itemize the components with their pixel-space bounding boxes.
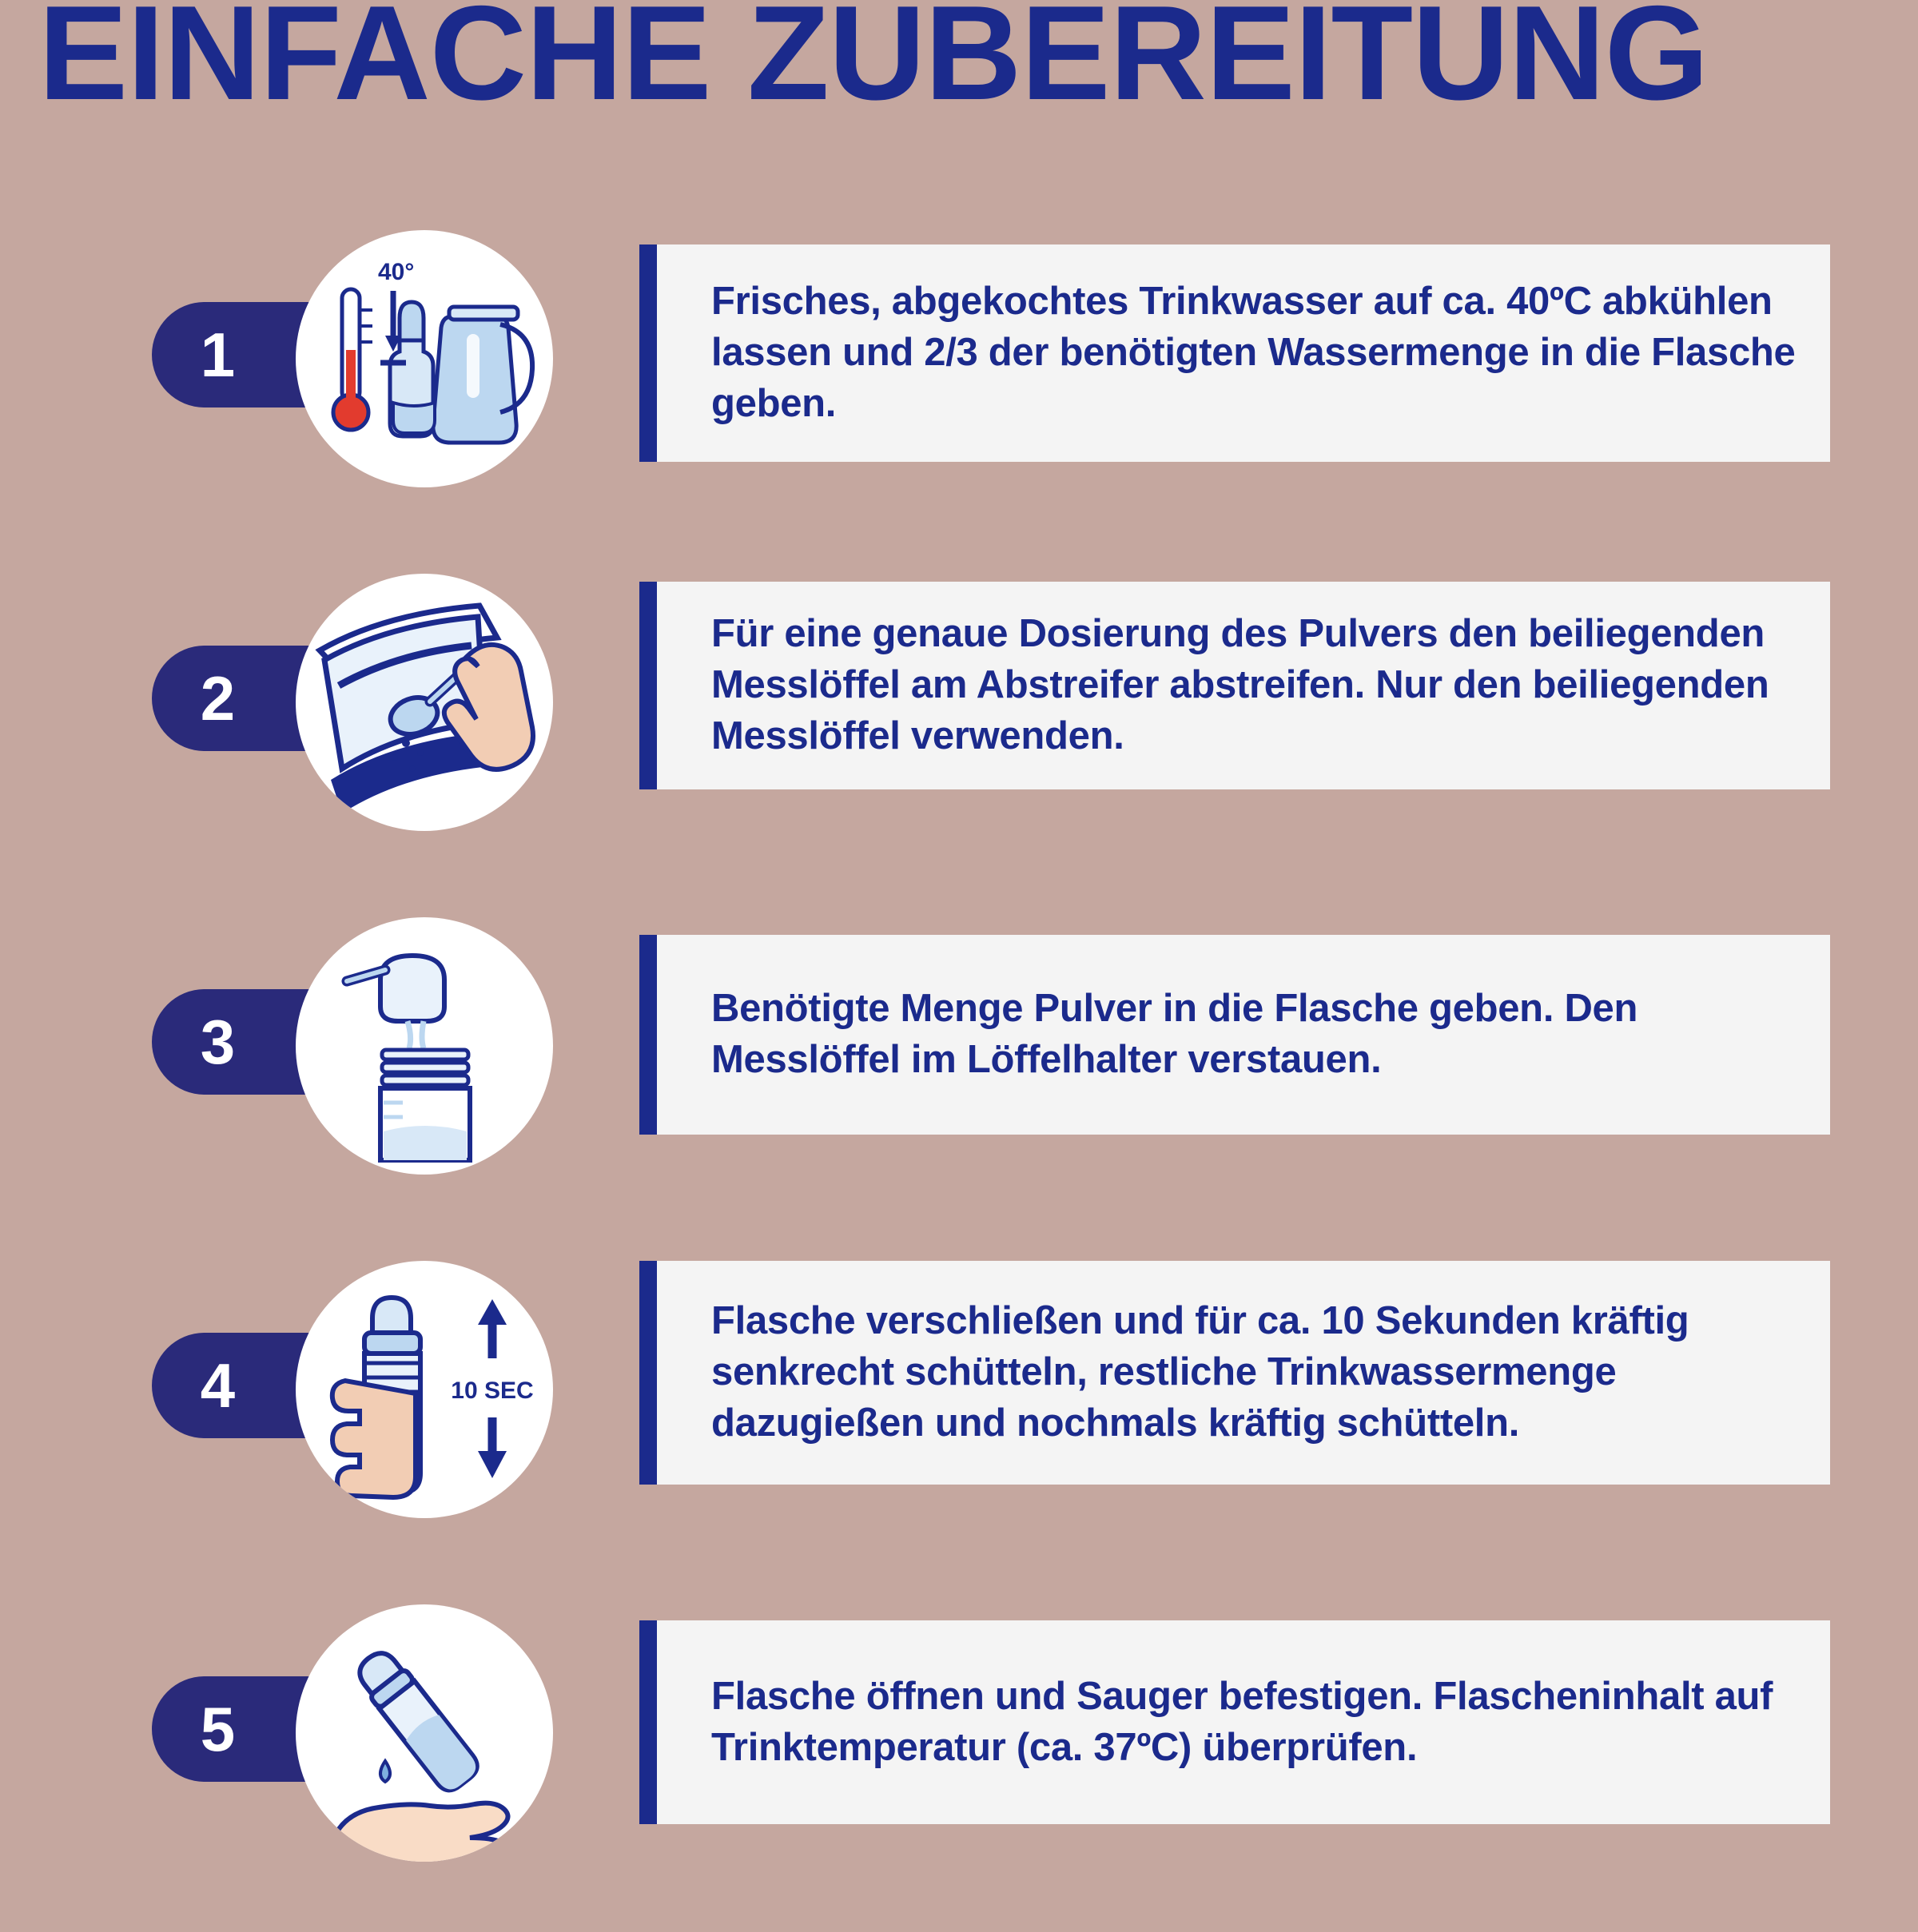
thermometer-kettle-bottle-icon	[296, 230, 553, 487]
hand-shaking-bottle-icon	[296, 1261, 553, 1518]
svg-text:40°: 40°	[378, 259, 415, 285]
step-number-badge: 1	[152, 302, 360, 407]
list-item	[0, 1588, 1918, 1932]
step-text: Flasche verschließen und für ca. 10 Sekunden kräftig senkrecht schütteln, restliche Trinkwassermenge dazugießen und nochmals kräftig schütteln.	[711, 1299, 1689, 1445]
page-title: EINFACHE ZUBEREITUNG	[38, 0, 1709, 128]
step-text-card	[639, 1261, 1830, 1485]
list-item	[0, 214, 1918, 558]
step-number-badge: 2	[152, 646, 360, 751]
scoop-pouring-into-bottle-icon	[296, 917, 553, 1175]
step-text: Frisches, abgekochtes Trinkwasser auf ca. 40ºC abkühlen lassen und 2/3 der benötigten Wassermenge in die Flasche geben.	[711, 280, 1796, 425]
steps-list	[0, 214, 1918, 1932]
step-text: Benötigte Menge Pulver in die Flasche geben. Den Messlöffel im Löffelhalter verstauen.	[711, 987, 1638, 1081]
step-number-badge: 4	[152, 1333, 360, 1438]
list-item	[0, 901, 1918, 1245]
step-text-card	[639, 1620, 1830, 1824]
hand-scoop-leveller-icon	[296, 574, 553, 831]
step-text-card	[639, 935, 1830, 1135]
bottle-drop-on-wrist-icon	[296, 1604, 553, 1862]
step-number-badge: 5	[152, 1676, 360, 1782]
step-text: Für eine genaue Dosierung des Pulvers den beiliegenden Messlöffel am Abstreifer abstreifen. Nur den beiliegenden Messlöffel verwenden.	[711, 612, 1769, 757]
step-text-card	[639, 582, 1830, 789]
step-text-card	[639, 244, 1830, 462]
list-item	[0, 558, 1918, 901]
step-text: Flasche öffnen und Sauger befestigen. Flascheninhalt auf Trinktemperatur (ca. 37ºC) überprüfen.	[711, 1674, 1773, 1769]
step-number-badge: 3	[152, 989, 360, 1095]
svg-text:10 SEC: 10 SEC	[451, 1377, 534, 1404]
list-item	[0, 1245, 1918, 1588]
